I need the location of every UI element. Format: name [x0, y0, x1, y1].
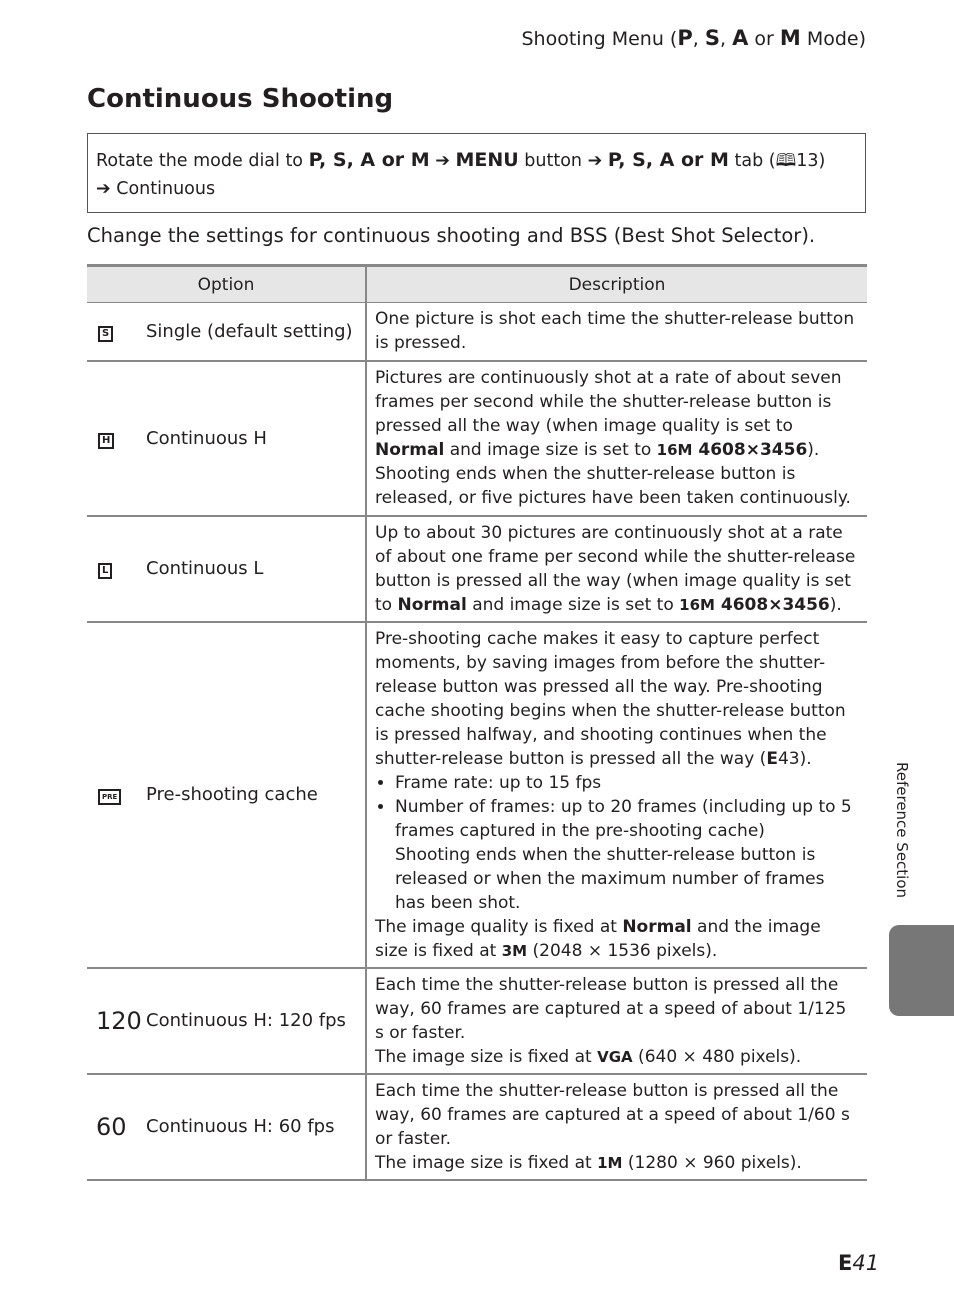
option-cell: [87, 622, 366, 968]
continuous-h-icon: H: [88, 428, 146, 449]
header-suffix: Mode): [806, 28, 866, 50]
option-cell: [87, 1074, 366, 1180]
book-icon: 🕮: [775, 151, 797, 171]
option-cell: [87, 303, 366, 361]
nav-page-ref: 13): [796, 151, 826, 171]
arrow-icon: ➔: [587, 151, 603, 171]
navigation-box: [87, 133, 866, 213]
description-cell: Up to about 30 pictures are continuously shot at a rate of about one frame per second while the shutter-release button is pressed all the way (when image quality is set to Normal and image size is set to 16M 4608×3456).: [366, 516, 867, 622]
table-header-row: [87, 266, 867, 303]
image-size-3m-icon: 3M: [501, 941, 528, 960]
image-size-16m-icon: 16M: [656, 441, 693, 459]
intro-text: Change the settings for continuous shooting and BSS (Best Shot Selector).: [87, 224, 816, 247]
running-header: Shooting Menu (P, S, A or M Mode): [521, 26, 866, 50]
option-label: Continuous H: 60 fps: [146, 1116, 335, 1137]
mode-p-icon: P: [677, 26, 693, 50]
column-header-description: Description: [366, 266, 867, 303]
nav-modes: P, S, A or M: [308, 149, 430, 171]
description-cell: One picture is shot each time the shutter-release button is pressed.: [366, 303, 867, 361]
header-or: or: [754, 28, 774, 50]
nav-tab-ref: tab (: [734, 151, 776, 171]
nav-continuous: Continuous: [116, 179, 216, 199]
description-cell: Pre-shooting cache makes it easy to capture perfect moments, by saving images from before the shutter-release button was pressed all the way. Pre-shooting cache shooting begins when the shutter-release button is pressed halfway, and shooting continues when the shutter-release button is pressed all the way (E43). • Frame rate: up to 15 fps • Number of frames: up to 20 frames (including up to 5 frames captured in the pre-shooting cache) Shooting ends when the shutter-release button is released or when the maximum number of frames has been shot. The image quality is fixed at Normal and the image size is fixed at 3M (2048 × 1536 pixels).: [366, 622, 867, 968]
options-table: [87, 264, 867, 1181]
option-label: Continuous H: 120 fps: [146, 1010, 346, 1031]
fps-60-icon: 60: [96, 1112, 127, 1141]
reference-e-icon: E: [838, 1251, 853, 1275]
nav-line-2: [96, 175, 857, 203]
description-cell: Pictures are continuously shot at a rate of about seven frames per second while the shutter-release button is pressed all the way (when image quality is set to Normal and image size is set to 16M 4608×3456). Shooting ends when the shutter-release button is released, or five pictures have been taken continuously.: [366, 361, 867, 516]
image-size-16m-icon: 16M: [679, 595, 715, 614]
description-cell: Each time the shutter-release button is pressed all the way, 60 frames are captured at a speed of about 1/60 s or faster. The image size is fixed at 1M (1280 × 960 pixels).: [366, 1074, 867, 1180]
option-cell: [87, 361, 366, 516]
nav-button-word: button: [524, 151, 583, 171]
image-size-vga-icon: VGA: [597, 1047, 633, 1066]
option-label: Continuous L: [146, 558, 264, 579]
table-row: [87, 303, 867, 361]
single-shot-icon: S: [88, 321, 146, 342]
page-number: [838, 1251, 879, 1275]
option-label: Continuous H: [146, 427, 267, 449]
list-item: • Number of frames: up to 20 frames (including up to 5 frames captured in the pre-shooting cache) Shooting ends when the shutter-release button is released or when the maximum number of frames has been shot.: [395, 795, 859, 915]
page-number-value: 41: [852, 1251, 880, 1275]
menu-button-icon: MENU: [455, 149, 519, 171]
pre-shooting-cache-icon: PRE: [88, 784, 146, 805]
reference-e-icon: E: [766, 748, 778, 769]
table-row: [87, 622, 867, 968]
nav-modes-tab: P, S, A or M: [607, 149, 729, 171]
arrow-icon: ➔: [435, 151, 450, 171]
table-row: [87, 361, 867, 516]
nav-line-1: [96, 146, 857, 175]
image-size-1m-icon: 1M: [597, 1153, 623, 1172]
section-tab: [889, 925, 954, 1016]
table-row: [87, 968, 867, 1074]
description-cell: Each time the shutter-release button is pressed all the way, 60 frames are captured at a speed of about 1/125 s or faster. The image size is fixed at VGA (640 × 480 pixels).: [366, 968, 867, 1074]
mode-a-icon: A: [732, 26, 749, 50]
header-prefix: Shooting Menu (: [521, 28, 678, 50]
mode-s-icon: S: [704, 26, 720, 50]
fps-120-icon: 120: [96, 1006, 142, 1035]
table-row: [87, 516, 867, 622]
nav-intro: Rotate the mode dial to: [96, 151, 304, 171]
arrow-icon: ➔: [96, 179, 111, 199]
continuous-l-icon: L: [88, 558, 146, 579]
mode-m-icon: M: [779, 26, 801, 50]
section-label: Reference Section: [893, 762, 911, 899]
option-cell: [87, 968, 366, 1074]
list-item: • Frame rate: up to 15 fps: [395, 771, 859, 795]
option-label: Pre-shooting cache: [146, 784, 318, 805]
option-label: Single (default setting): [146, 320, 353, 342]
page-title: Continuous Shooting: [87, 84, 394, 114]
column-header-option: Option: [87, 266, 366, 303]
option-cell: [87, 516, 366, 622]
table-row: [87, 1074, 867, 1180]
